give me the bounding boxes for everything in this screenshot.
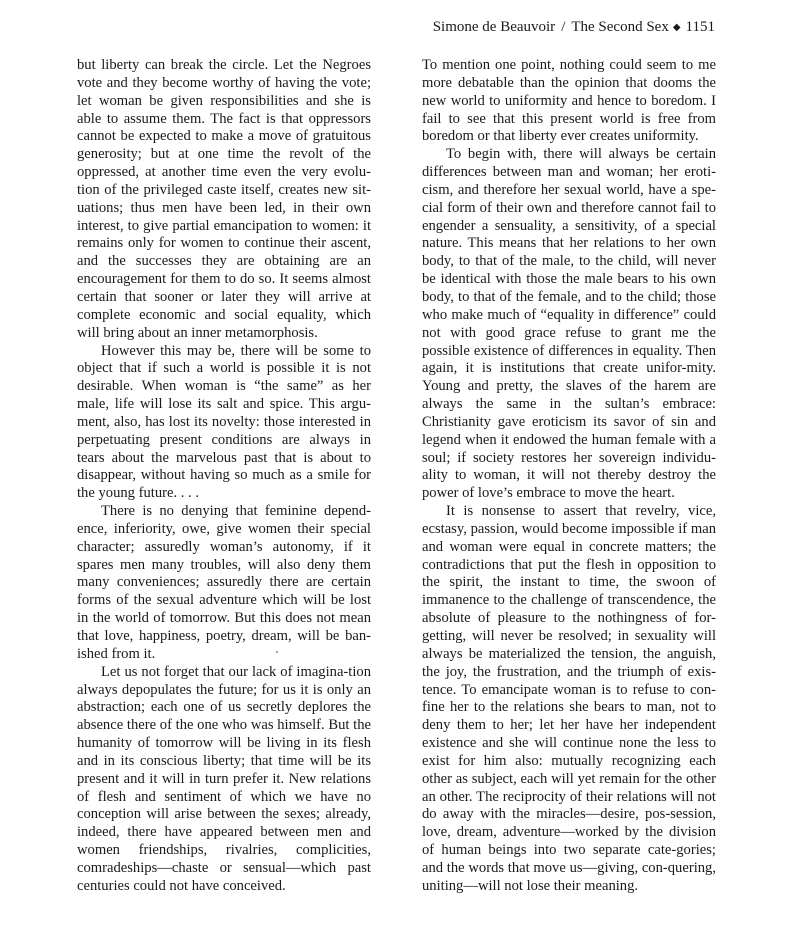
paragraph: There is no denying that feminine depend-ence, inferiority, owe, give women their special character; assuredly woman’s autonomy, if it spares men many troubles, will also deny them many conveniences; assuredly there are certain forms of the sexual adventure which will be lost in the world of tomorrow. But this does not mean that love, happiness, poetry, dream, will be ban-ished from it.	[77, 503, 371, 662]
running-head	[433, 17, 715, 39]
paragraph: However this may be, there will be some to object that if such a world is possible it is not desirable. When woman is “the same” as her male, life will lose its salt and spice. This argu-ment, also, has lost its novelty: those interested in perpetuating present conditions are always in tears about the marvelous past that is about to disappear, without having so much as a smile for the young future. . . .	[77, 342, 371, 502]
ink-speck	[276, 651, 278, 653]
book-title: The Second Sex	[571, 19, 669, 35]
paragraph: Let us not forget that our lack of imagina-tion always depopulates the future; for us it is only an abstraction; each one of us secretly deplores the absence there of the one who was himself. But the humanity of tomorrow will be living in its flesh and in its conscious liberty; that time will be its present and it will in turn prefer it. New relations of flesh and sentiment of which we have no conception will arise between the sexes; already, indeed, there have appeared between men and women friendships, rivalries, complicities, comradeships—chaste or sensual—which past centuries could not have conceived.	[77, 663, 371, 894]
right-column	[422, 57, 716, 896]
page-number: 1151	[685, 19, 715, 35]
author-name: Simone de Beauvoir	[432, 19, 556, 35]
paragraph: To begin with, there will always be certain differences between man and woman; her eroti-cism, and therefore her sexual world, have a spe-cial form of their own and therefore cannot fail to engender a sensuality, a sensitivity, of a special nature. This means that her relations to her own body, to that of the male, to the child, will never be identical with those the male bears to his own body, to that of the female, and to the child; those who make much of “equality in difference” could not with good grace refuse to grant me the possible existence of differences in equality. Then again, it is institutions that create unifor-mity. Young and pretty, the slaves of the harem are always the same in the sultan’s embrace: Christianity gave eroticism its savor of sin and legend when it endowed the human female with a soul; if society restores her sovereign individu-ality to woman, it will not thereby destroy the power of love’s embrace to move the heart.	[422, 146, 716, 502]
left-column	[77, 57, 371, 896]
ornament-icon: ◆	[672, 22, 681, 33]
paragraph: It is nonsense to assert that revelry, vice, ecstasy, passion, would become impossible if man and woman were equal in concrete matters; the contradictions that put the flesh in opposition to the spirit, the instant to time, the swoon of immanence to the challenge of transcendence, the absolute of pleasure to the nothingness of for-getting, will never be resolved; in sexuality will always be materialized the tension, the anguish, the joy, the frustration, and the triumph of exis-tence. To emancipate woman is to refuse to con-fine her to the relations she bears to man, not to deny them to her; let her have her independent existence and she will continue none the less to exist for him also: mutually recognizing each other as subject, each will yet remain for the other an other. The reciprocity of their relations will not do away with the miracles—desire, pos-session, love, dream, adventure—worked by the division of human beings into two separate cate-gories; and the words that move us—giving, con-quering, uniting—will not lose their meaning.	[422, 503, 716, 894]
header-separator: /	[561, 19, 566, 35]
paragraph: but liberty can break the circle. Let the Negroes vote and they become worthy of having the vote; let woman be given responsibilities and she is able to assume them. The fact is that oppressors cannot be expected to make a move of gratuitous generosity; but at one time the revolt of the oppressed, at another time even the very evolu-tion of the privileged caste itself, creates new sit-uations; thus men have been led, in their own interest, to give partial emancipation to women: it remains only for women to continue their ascent, and the successes they are obtaining are an encouragement for them to do so. It seems almost certain that sooner or later they will arrive at complete economic and social equality, which will bring about an inner metamorphosis.	[77, 57, 371, 341]
paragraph: To mention one point, nothing could seem to me more debatable than the opinion that dooms the new world to uniformity and hence to boredom. I fail to see that this present world is free from boredom or that liberty ever creates uniformity.	[422, 57, 716, 145]
